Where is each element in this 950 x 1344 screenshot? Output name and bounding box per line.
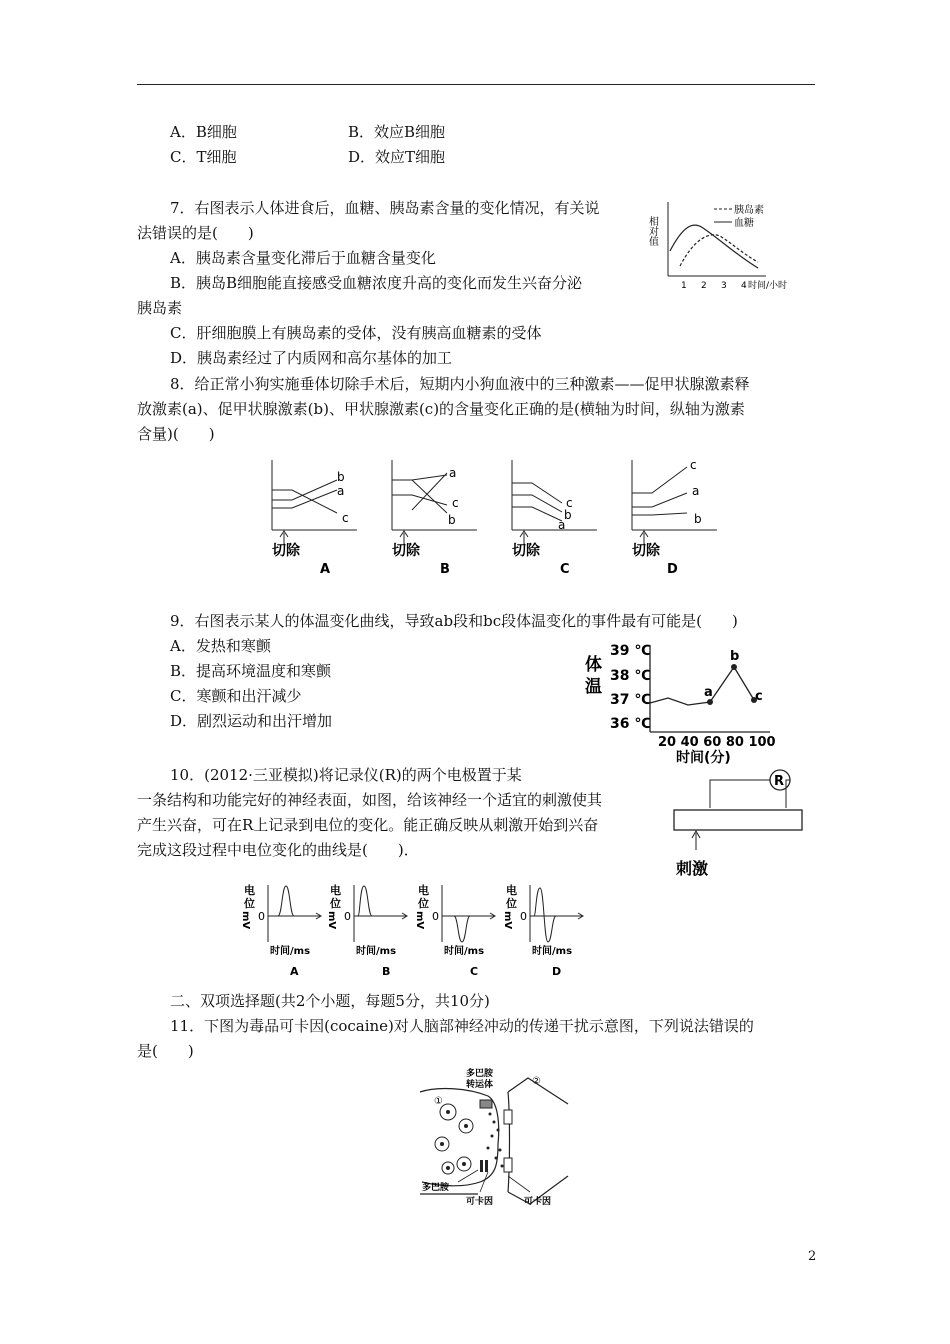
- q8-a-label-3: c: [342, 511, 349, 525]
- header-rule: [137, 84, 815, 85]
- q8-cut-c: 切除: [512, 543, 540, 559]
- cocaine-label-1: 可卡因: [466, 1197, 494, 1207]
- svg-text:0: 0: [344, 910, 351, 923]
- q8-a-label-1: b: [337, 470, 345, 484]
- q10-option-d: D: [552, 965, 562, 978]
- q9-option-a: A．发热和寒颤: [170, 637, 271, 655]
- q8-graph-b: [392, 460, 477, 577]
- q8-graph-c: [512, 460, 597, 577]
- svg-text:mV: mV: [240, 911, 251, 930]
- q11-stem-line2: 是( ): [137, 1042, 194, 1060]
- q7-xtick-1: 1: [681, 281, 687, 291]
- legend-insulin: 胰岛素: [734, 205, 764, 216]
- q8-d-label-2: a: [692, 484, 700, 498]
- q10-graph-c: [414, 883, 495, 978]
- q9-stem: 9．右图表示某人的体温变化曲线，导致ab段和bc段体温变化的事件最有可能是( ): [170, 612, 738, 630]
- svg-text:mV: mV: [326, 911, 337, 930]
- svg-text:0: 0: [258, 910, 265, 923]
- glucose-curve: [670, 225, 758, 268]
- q9-figure: [580, 640, 790, 770]
- q8-c-label-2: b: [564, 508, 572, 522]
- legend-glucose: 血糖: [734, 218, 754, 229]
- q7-option-d: D．胰岛素经过了内质网和高尔基体的加工: [170, 349, 453, 367]
- q10-option-c: C: [470, 965, 479, 978]
- stimulus-label: 刺激: [676, 859, 709, 878]
- q6-option-b: B．效应B细胞: [348, 123, 446, 141]
- q8-option-b: B: [440, 562, 450, 577]
- q10-option-a: A: [290, 965, 299, 978]
- q9-ytick-36: 36 ℃: [610, 716, 652, 732]
- q8-graph-a: [272, 460, 357, 577]
- q7-option-c: C．肝细胞膜上有胰岛素的受体，没有胰高血糖素的受体: [170, 324, 542, 342]
- q6-option-d: D．效应T细胞: [348, 148, 446, 166]
- q7-option-b: B．胰岛B细胞能直接感受血糖浓度升高的变化而发生兴奋分泌: [170, 274, 583, 292]
- q8-option-c: C: [560, 562, 570, 577]
- q9-ytick-37: 37 ℃: [610, 692, 652, 708]
- q10-graph-d: [502, 883, 583, 978]
- q9-ylabel-2: 温: [585, 677, 602, 697]
- svg-text:电: 电: [244, 884, 255, 897]
- q8-stem-line1: 8．给正常小狗实施垂体切除手术后，短期内小狗血液中的三种激素——促甲状腺激素释: [170, 375, 750, 393]
- q8-cut-b: 切除: [392, 543, 420, 559]
- temperature-curve: [650, 667, 754, 705]
- q8-graph-d: [632, 458, 717, 577]
- nerve-fiber: [674, 810, 802, 830]
- q10-stem-line1: 10．(2012·三亚模拟)将记录仪(R)的两个电极置于某: [170, 766, 522, 784]
- dopamine-label: 多巴胺: [422, 1183, 450, 1193]
- q8-a-label-2: a: [337, 484, 345, 498]
- q8-b-label-2: c: [452, 496, 459, 510]
- q9-xticks: 20 40 60 80 100: [658, 735, 776, 750]
- svg-text:位: 位: [418, 897, 429, 910]
- recorder-r: R: [774, 774, 785, 789]
- q7-option-b-cont: 胰岛素: [137, 299, 183, 317]
- svg-text:0: 0: [520, 910, 527, 923]
- svg-text:mV: mV: [414, 911, 425, 930]
- q8-cut-d: 切除: [632, 543, 660, 559]
- q10-nerve-figure: [668, 768, 808, 883]
- svg-text:位: 位: [330, 897, 341, 910]
- q9-ytick-38: 38 ℃: [610, 668, 652, 684]
- cocaine-label-2: 可卡因: [524, 1197, 552, 1207]
- q8-d-label-1: c: [690, 458, 697, 472]
- q8-cut-a: 切除: [272, 543, 300, 559]
- q11-stem-line1: 11．下图为毒品可卡因(cocaine)对人脑部神经冲动的传递干扰示意图，下列说法错误的: [170, 1017, 754, 1035]
- q9-ytick-39: 39 ℃: [610, 643, 652, 659]
- svg-text:电: 电: [418, 884, 429, 897]
- q7-xtick-2: 2: [701, 281, 707, 291]
- q10-options-figure: [238, 880, 598, 985]
- q8-d-label-3: b: [694, 512, 702, 526]
- svg-text:0: 0: [432, 910, 439, 923]
- q7-stem-line2: 法错误的是( ): [137, 224, 254, 242]
- transporter-label-2: 转运体: [466, 1080, 494, 1090]
- q8-option-a: A: [320, 562, 331, 577]
- q9-ylabel-1: 体: [585, 655, 602, 675]
- svg-text:时间/ms: 时间/ms: [356, 946, 397, 957]
- q8-c-label-1: c: [566, 496, 573, 510]
- q9-xlabel: 时间(分): [676, 750, 731, 766]
- q7-xtick-3: 3: [721, 281, 727, 291]
- q9-option-c: C．寒颤和出汗减少: [170, 687, 302, 705]
- q6-option-c: C．T细胞: [170, 148, 237, 166]
- q7-figure: [648, 196, 798, 296]
- q10-stem-line4: 完成这段过程中电位变化的曲线是( )．: [137, 841, 419, 859]
- svg-text:时间/ms: 时间/ms: [532, 946, 573, 957]
- q7-ylabel: 相对值: [646, 216, 658, 246]
- q7-xtick-4: 4: [741, 281, 747, 291]
- q8-option-d: D: [667, 562, 678, 577]
- q9-option-d: D．剧烈运动和出汗增加: [170, 712, 333, 730]
- label-1: ①: [434, 1096, 443, 1107]
- svg-text:位: 位: [244, 897, 255, 910]
- transporter-label-1: 多巴胺: [466, 1069, 494, 1079]
- label-2: ②: [532, 1076, 541, 1087]
- q8-figure: [262, 455, 732, 580]
- q8-stem-line2: 放激素(a)、促甲状腺激素(b)、甲状腺激素(c)的含量变化正确的是(横轴为时间，纵轴为激素: [137, 400, 745, 418]
- svg-text:时间/ms: 时间/ms: [270, 946, 311, 957]
- q8-c-label-3: a: [558, 518, 566, 532]
- section-2-heading: 二、双项选择题(共2个小题，每题5分，共10分): [170, 992, 490, 1010]
- svg-text:时间/ms: 时间/ms: [444, 946, 485, 957]
- q7-stem-line1: 7．右图表示人体进食后，血糖、胰岛素含量的变化情况，有关说: [170, 199, 600, 217]
- q10-stem-line3: 产生兴奋，可在R上记录到电位的变化。能正确反映从刺激开始到兴奋: [137, 816, 599, 834]
- q9-point-a: a: [704, 685, 713, 700]
- q10-stem-line2: 一条结构和功能完好的神经表面，如图，给该神经一个适宜的刺激使其: [137, 791, 603, 809]
- q10-option-b: B: [382, 965, 391, 978]
- q9-option-b: B．提高环境温度和寒颤: [170, 662, 332, 680]
- page-number: 2: [808, 1249, 817, 1264]
- q11-synapse-figure: [418, 1064, 573, 1209]
- q8-b-label-1: a: [449, 466, 457, 480]
- q9-point-c: c: [755, 689, 763, 704]
- svg-text:电: 电: [330, 884, 341, 897]
- svg-text:mV: mV: [502, 911, 513, 930]
- q7-xlabel: 时间/小时: [748, 281, 788, 291]
- q7-option-a: A．胰岛素含量变化滞后于血糖含量变化: [170, 249, 436, 267]
- svg-text:位: 位: [506, 897, 517, 910]
- q8-stem-line3: 含量)( ): [137, 425, 215, 443]
- q6-option-a: A．B细胞: [170, 123, 237, 141]
- q9-point-b: b: [730, 649, 740, 664]
- q10-graph-b: [326, 883, 407, 978]
- svg-text:电: 电: [506, 884, 517, 897]
- q10-graph-a: [240, 883, 321, 978]
- q8-b-label-3: b: [448, 513, 456, 527]
